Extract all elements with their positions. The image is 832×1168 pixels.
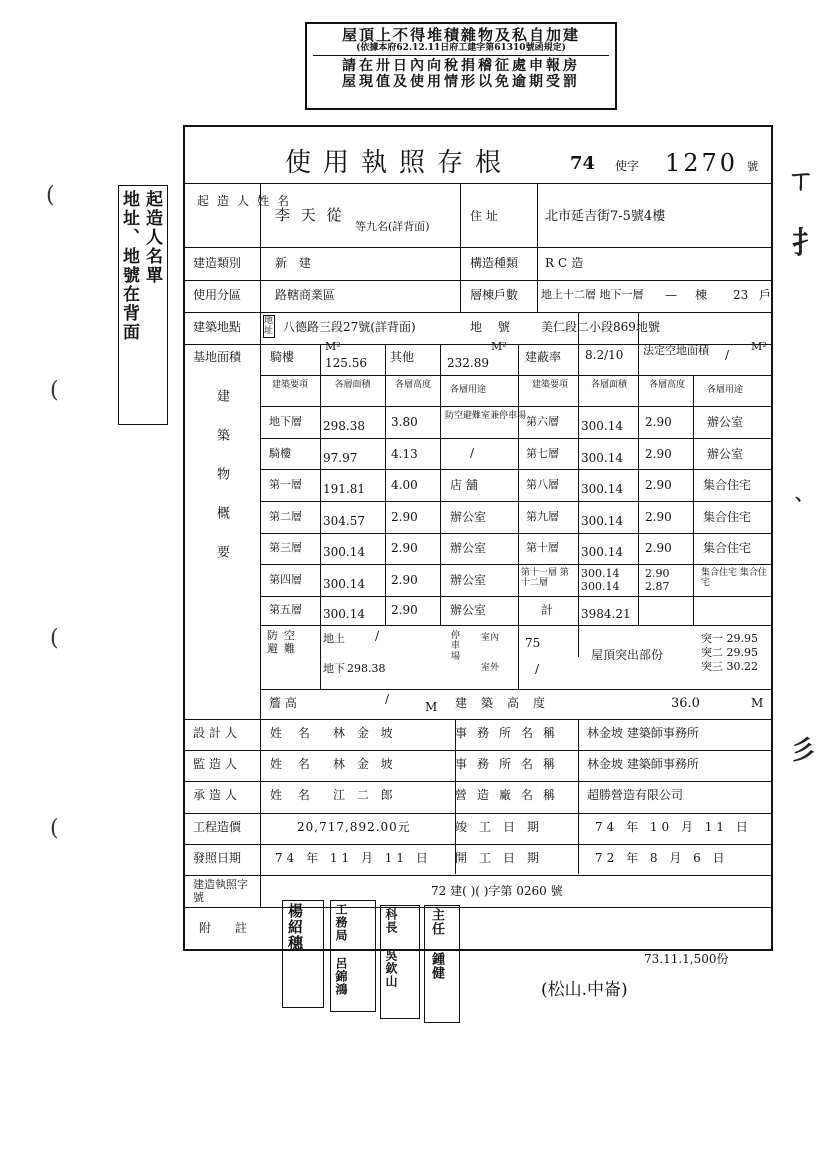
shelter-label: 防空避難 <box>267 629 301 655</box>
floor-label: 第八層 <box>526 478 559 491</box>
side-note-col-2: 地址、地號在背面 <box>119 190 139 342</box>
shelter-below-label: 地下 <box>323 662 345 675</box>
punch-hole-icon: ( <box>50 626 59 651</box>
floor-usage: 辦公室 <box>450 603 487 617</box>
floor-height: 2.90 <box>391 573 418 587</box>
handwritten-note: (松山.中崙) <box>541 980 628 1000</box>
floor-usage: 集合住宅 集合住宅 <box>701 568 767 589</box>
license-form <box>183 125 773 951</box>
supervisor-name-label: 姓 名 <box>270 757 316 771</box>
open-unit: M² <box>751 340 767 353</box>
col-header-height-right: 各層高度 <box>648 380 685 390</box>
floor-usage: 辦公室 <box>450 573 487 587</box>
floor-height: 2.90 <box>645 541 672 555</box>
contractor-company-label: 營造廠名稱 <box>455 788 566 802</box>
floor-area: 304.57 <box>323 514 365 528</box>
other-unit: M² <box>491 340 507 353</box>
permit-value: 72 建( )( )字第 0260 號 <box>431 884 563 898</box>
zoning-label: 使用分區 <box>193 288 242 302</box>
floor-area: 300.14 <box>323 607 365 621</box>
zoning-value: 路轄商業區 <box>275 288 336 302</box>
eave-unit: M <box>425 700 438 714</box>
floor-area: 300.14 <box>323 545 365 559</box>
area-label: 基地面積 <box>193 350 242 364</box>
floor-area: 298.38 <box>323 419 365 433</box>
parking-out-value: / <box>535 662 540 676</box>
official-seal: 工務局 呂錦鴻 <box>330 900 376 1012</box>
floor-area: 300.14 <box>581 545 623 559</box>
license-number: 1270 <box>665 149 739 177</box>
permit-label: 建造執照字號 <box>193 878 248 904</box>
build-type-value: 新 建 <box>275 256 315 270</box>
ratio-value: 8.2/10 <box>585 348 624 362</box>
floor-usage: 辦公室 <box>707 447 744 461</box>
address-value: 北市延吉街7-5號4樓 <box>545 209 666 224</box>
arcade-label: 騎樓 <box>270 350 295 364</box>
floor-usage: 集合住宅 <box>703 541 752 555</box>
floor-label: 第十層 <box>526 541 559 554</box>
site-small-label: 地址 <box>264 316 274 337</box>
parking-in-label: 室內 <box>481 633 500 643</box>
floors-dash: — <box>665 288 677 302</box>
other-value: 232.89 <box>447 356 489 370</box>
parking-label: 停車場 <box>451 631 461 662</box>
designer-name-label: 姓 名 <box>270 726 316 740</box>
floor-area: 300.14 <box>581 482 623 496</box>
floor-usage: 辦公室 <box>450 541 487 555</box>
roof-label: 屋頂突出部份 <box>591 648 664 662</box>
structure-label: 構造種類 <box>470 256 519 270</box>
supervisor-name: 林 金 坡 <box>333 757 397 771</box>
floor-label: 第三層 <box>269 541 302 554</box>
edge-mark-icon: 、 <box>795 484 813 505</box>
license-word: 使字 <box>615 159 640 173</box>
height-label: 建築高度 <box>455 696 560 710</box>
floor-height: 3.80 <box>391 415 418 429</box>
form-title: 使用執照存根 <box>285 148 514 178</box>
floor-label: 第七層 <box>526 447 559 460</box>
floor-label: 第五層 <box>269 603 302 616</box>
other-label: 其他 <box>390 350 415 364</box>
contractor-name: 江 二 郎 <box>333 788 397 802</box>
contractor-company: 超勝營造有限公司 <box>587 788 684 802</box>
height-value: 36.0 <box>671 696 700 711</box>
floor-label: 第九層 <box>526 510 559 523</box>
supervisor-office: 林金坡 建築師事務所 <box>587 757 699 771</box>
side-note-stamp <box>118 185 168 425</box>
open-value: / <box>725 348 730 362</box>
floor-area: 300.14 <box>581 514 623 528</box>
floor-usage: 集合住宅 <box>703 478 752 492</box>
contractor-label: 承造人 <box>193 788 242 802</box>
open-label: 法定空地面積 <box>643 344 709 357</box>
cost-value: 20,717,892.00元 <box>297 820 411 834</box>
lot-value: 美仁段二小段869地號 <box>541 320 660 334</box>
floor-usage: 防空避難室兼停車場 <box>445 411 527 421</box>
overview-side-label: 建築物概要 <box>213 389 229 584</box>
designer-label: 設計人 <box>193 726 242 740</box>
title-row <box>185 127 771 184</box>
start-value: 72 年 8 月 6 日 <box>595 851 729 865</box>
floor-height: 2.90 <box>645 510 672 524</box>
supervisor-office-label: 事務所名稱 <box>455 757 566 771</box>
parking-in-value: 75 <box>525 636 541 650</box>
floor-height: 4.13 <box>391 447 418 461</box>
punch-hole-icon: ( <box>50 816 59 841</box>
edge-mark-icon: 扌 <box>792 226 822 261</box>
owner-label: 起造人姓名 <box>197 194 298 208</box>
roof-value: 突二 29.95 <box>701 646 758 659</box>
notice-line-2: (依據本府62.12.11日府工建字第61310號函規定) <box>313 44 609 57</box>
col-header-area-right: 各層面積 <box>590 380 627 390</box>
floor-label: 地下層 <box>269 415 302 428</box>
notice-line-4: 屋現值及使用情形以免逾期受罰 <box>342 73 580 90</box>
build-type-label: 建造類別 <box>193 256 242 270</box>
floor-label: 騎樓 <box>269 447 291 460</box>
official-seal: 科長 吳欽山 <box>380 905 420 1019</box>
punch-hole-icon: ( <box>46 183 55 208</box>
floors-value: 地上十二層 地下一層 <box>541 288 644 301</box>
shelter-above-value: / <box>375 629 380 643</box>
roof-value: 突一 29.95 <box>701 632 758 645</box>
total-area: 3984.21 <box>581 607 631 621</box>
site-value: 八德路三段27號(詳背面) <box>283 320 416 334</box>
floor-label: 第十一層 第十二層 <box>521 568 569 589</box>
height-unit: M <box>751 696 764 710</box>
address-label: 住 址 <box>470 209 498 223</box>
start-label: 開工日期 <box>455 851 552 865</box>
license-year: 74 <box>570 153 596 174</box>
done-label: 竣工日期 <box>455 820 552 834</box>
designer-office: 林金坡 建築師事務所 <box>587 726 699 740</box>
notice-stamp <box>305 22 617 110</box>
site-label: 建築地點 <box>193 320 242 334</box>
col-header-usage: 各層用途 <box>450 385 487 395</box>
floor-height: 2.90 <box>391 541 418 555</box>
floor-usage: 店 舖 <box>450 478 478 492</box>
col-header-area: 各層面積 <box>334 380 371 390</box>
owner-name: 李 天 從 <box>275 206 345 224</box>
col-header-height: 各層高度 <box>394 380 431 390</box>
roof-value: 突三 30.22 <box>701 660 758 673</box>
floor-label: 第二層 <box>269 510 302 523</box>
designer-name: 林 金 坡 <box>333 726 397 740</box>
floor-height: 2.90 <box>645 415 672 429</box>
floor-height: 2.90 <box>645 478 672 492</box>
floor-usage: 辦公室 <box>707 415 744 429</box>
notice-line-1: 屋頂上不得堆積雜物及私自加建 <box>341 26 580 44</box>
structure-value: RC造 <box>545 256 588 270</box>
done-value: 74 年 10 月 11 日 <box>595 820 752 834</box>
official-seal: 楊紹穗 <box>282 900 324 1008</box>
floor-usage: / <box>470 446 475 460</box>
edge-mark-icon: ㄒ <box>788 166 815 196</box>
lot-label: 地 號 <box>470 320 516 334</box>
floor-height: 2.90 <box>391 603 418 617</box>
floor-usage: 集合住宅 <box>703 510 752 524</box>
contractor-name-label: 姓 名 <box>270 788 316 802</box>
arcade-unit: M² <box>325 340 341 353</box>
punch-hole-icon: ( <box>50 378 59 403</box>
units-word: 棟 <box>695 288 708 302</box>
units-value: 23 <box>733 288 749 302</box>
eave-value: / <box>385 692 390 706</box>
arcade-value: 125.56 <box>325 356 367 370</box>
floor-area: 300.14 <box>581 419 623 433</box>
ratio-label: 建蔽率 <box>525 350 562 364</box>
col-header-usage-right: 各層用途 <box>707 385 744 395</box>
col-header-item-right: 建築要項 <box>531 380 568 390</box>
floor-height: 2.90 2.87 <box>645 567 670 593</box>
parking-out-label: 室外 <box>481 663 500 673</box>
supervisor-label: 監造人 <box>193 757 242 771</box>
floor-height: 2.90 <box>391 510 418 524</box>
eave-label: 簷 高 <box>269 696 297 710</box>
floor-usage: 辦公室 <box>450 510 487 524</box>
units-hu: 戶 <box>759 288 772 302</box>
shelter-above-label: 地上 <box>323 632 345 645</box>
official-stamps <box>262 900 462 1024</box>
floor-area: 300.14 300.14 <box>581 567 620 593</box>
designer-office-label: 事務所名稱 <box>455 726 566 740</box>
floor-label: 第四層 <box>269 573 302 586</box>
license-hao: 號 <box>747 160 758 173</box>
floors-label: 層棟戶數 <box>470 288 519 302</box>
col-header-item: 建築要項 <box>271 380 308 390</box>
floor-area: 97.97 <box>323 451 358 465</box>
floor-area: 300.14 <box>581 451 623 465</box>
owner-name-note: 等九名(詳背面) <box>355 220 430 233</box>
notice-line-3: 請在卅日內向稅捐稽征處申報房 <box>342 58 580 75</box>
notes-label: 附 註 <box>199 921 257 935</box>
floor-area: 191.81 <box>323 482 365 496</box>
floor-height: 4.00 <box>391 478 418 492</box>
issue-value: 74 年 11 月 11 日 <box>275 851 432 865</box>
side-note-col-1: 起造人名單 <box>142 190 162 285</box>
edge-mark-icon: 彡 <box>790 736 817 766</box>
floor-label: 第六層 <box>526 415 559 428</box>
shelter-below-value: 298.38 <box>347 662 386 675</box>
print-note: 73.11.1,500份 <box>644 952 729 966</box>
official-seal: 主任 鍾健 <box>424 905 460 1023</box>
total-label: 計 <box>541 603 554 617</box>
issue-label: 發照日期 <box>193 851 242 865</box>
floor-area: 300.14 <box>323 577 365 591</box>
cost-label: 工程造價 <box>193 820 242 834</box>
floor-label: 第一層 <box>269 478 302 491</box>
floor-height: 2.90 <box>645 447 672 461</box>
